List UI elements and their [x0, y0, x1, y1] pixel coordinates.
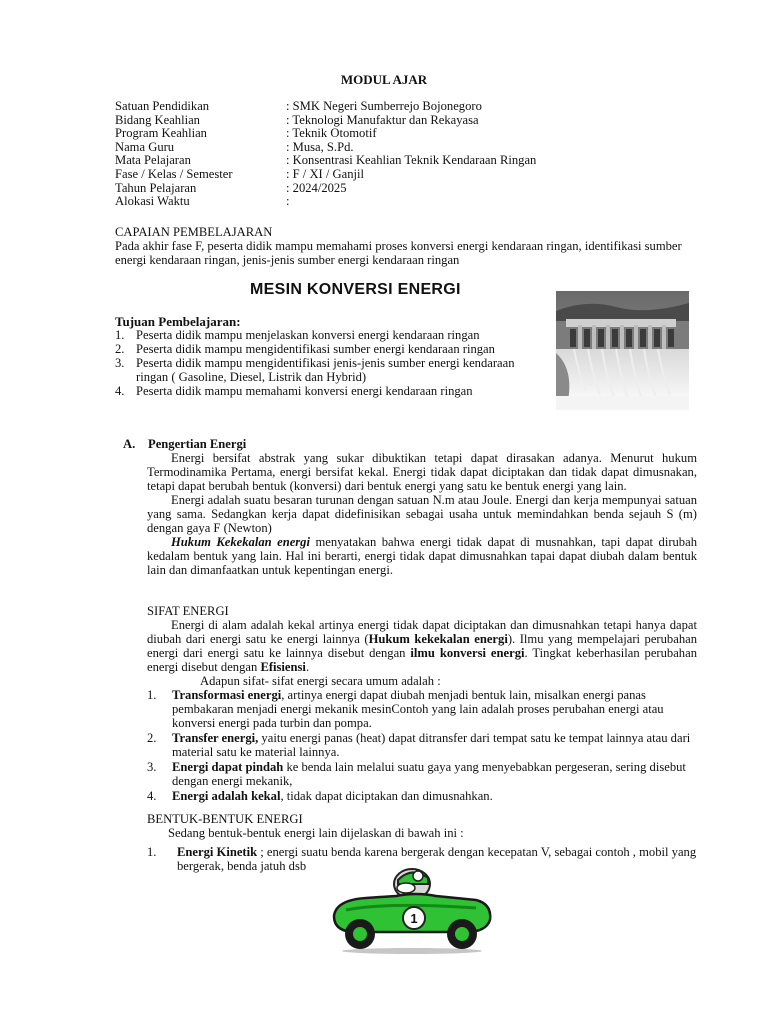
section-a-body: [147, 451, 697, 577]
capaian-heading: CAPAIAN PEMBELAJARAN: [115, 225, 273, 239]
list-item: [115, 384, 535, 398]
list-text: Peserta didik mampu menjelaskan konversi energi kendaraan ringan: [136, 328, 480, 342]
meta-label: Mata Pelajaran: [115, 153, 191, 168]
paragraph-text: ). Ilmu yang mempelajari perubahan energi dari energi satu ke lainnya disebut dengan: [147, 632, 697, 660]
meta-row: [115, 141, 675, 155]
tujuan-heading: Tujuan Pembelajaran:: [115, 314, 241, 329]
meta-label: Satuan Pendidikan: [115, 99, 210, 113]
bold-text: Transfer energi,: [172, 731, 259, 745]
bold-text: Energi Kinetik: [177, 845, 258, 859]
paragraph-text: Energi di alam adalah kekal artinya energi tidak dapat diciptakan dan dimusnahkan tetapi hanya dapat diubah dari energi satu ke energi lainnya (: [147, 618, 697, 646]
list-item: [147, 789, 697, 803]
sifat-intro: Adapun sifat- sifat energi secara umum adalah :: [200, 674, 441, 688]
meta-row: [115, 195, 675, 209]
list-item: [115, 342, 516, 356]
list-number: 2.: [115, 342, 125, 356]
list-item: [115, 356, 516, 384]
meta-label: Fase / Kelas / Semester: [115, 166, 233, 181]
list-text: Peserta didik mampu mengidentifikasi jenis-jenis sumber energi kendaraan ringan ( Gasoline, Diesel, Listrik dan Hybrid): [136, 356, 515, 384]
list-item: [115, 328, 535, 342]
list-number: 2.: [147, 731, 157, 745]
identity-table: [115, 100, 675, 209]
bold-text: Efisiensi: [260, 660, 306, 674]
paragraph-text: . Tingkat keberhasilan perubahan energi disebut dengan: [147, 646, 697, 674]
paragraph-text: menyatakan bahwa energi tidak dapat di musnahkan, tapi dapat dirubah kedalam bentuk yang lain. Hal ini berarti, energi tidak dapat dimusnahkan tapai dapat diubah dalam bentuk lain dan dimanfaatkan untuk kepentingan energi.: [147, 535, 697, 577]
bold-text: Hukum kekekalan energi: [368, 632, 508, 646]
list-text: , tidak dapat diciptakan dan dimusnahkan.: [280, 789, 493, 803]
capaian-text: Pada akhir fase F, peserta didik mampu memahami proses konversi energi kendaraan ringan, identifikasi sumber energi kendaraan ringan, jenis-jenis sumber energi kendaraan ringan: [115, 239, 682, 267]
meta-value: : Teknologi Manufaktur dan Rekayasa: [286, 112, 479, 127]
list-text: ; energi suatu benda karena bergerak dengan kecepatan V, sebagai contoh , mobil yang bergerak, benda jatuh dsb: [177, 845, 697, 873]
document-title: MODUL AJAR: [340, 72, 428, 87]
dam-photo: [556, 291, 689, 410]
list-text: Peserta didik mampu memahami konversi energi kendaraan ringan: [136, 384, 473, 398]
paragraph: Energi bersifat abstrak yang sukar dibuktikan tetapi dapat dirasakan adanya. Menurut hukum Termodinamika Pertama, energi bersifat kekal. Energi tidak dapat diciptakan dan tidak dapat dimusnakan, tetapi dapat berubah bentuk (konversi) dari bentuk energi yang satu ke bentuk energi yang lain.: [147, 451, 697, 493]
list-text: Peserta didik mampu mengidentifikasi sumber energi kendaraan ringan: [136, 342, 495, 356]
list-number: 3.: [115, 356, 125, 370]
emphasis-text: Hukum Kekekalan energi: [171, 535, 310, 549]
meta-value: : Musa, S.Pd.: [286, 139, 354, 154]
list-item: [147, 760, 697, 788]
bold-text: Energi dapat pindah: [172, 760, 284, 774]
sifat-heading: SIFAT ENERGI: [147, 604, 229, 618]
list-text: yaitu energi panas (heat) dapat ditransfer dari tempat satu ke tempat lainnya atau dari material satu ke material lainnya.: [172, 731, 691, 759]
race-car-illustration: [326, 866, 496, 954]
list-number: 4.: [147, 789, 157, 803]
meta-row: [115, 168, 675, 182]
meta-row: [115, 154, 675, 168]
list-text: ke benda lain melalui suatu gaya yang menyebabkan pergeseran, sering disebut dengan energi mekanik,: [172, 760, 686, 788]
bentuk-heading: BENTUK-BENTUK ENERGI: [147, 812, 303, 826]
meta-value: : F / XI / Ganjil: [286, 166, 365, 181]
section-a-heading: [123, 437, 246, 452]
meta-label: Nama Guru: [115, 139, 175, 154]
meta-label: Alokasi Waktu: [115, 194, 190, 209]
list-text: , artinya energi dapat diubah menjadi bentuk lain, misalkan energi panas pembakaran menjadi energi mekanik mesinContoh yang lain adalah proses perubahan energi atau konversi energi pada turbin dan pompa.: [172, 688, 664, 730]
paragraph: [147, 535, 697, 577]
meta-value: :: [286, 194, 290, 209]
meta-row: [115, 100, 675, 114]
list-number: 1.: [147, 845, 157, 859]
meta-label: Program Keahlian: [115, 126, 207, 141]
meta-value: : SMK Negeri Sumberrejo Bojonegoro: [286, 99, 482, 113]
list-item: [147, 688, 697, 730]
list-number: 1.: [115, 328, 125, 342]
section-number: A.: [123, 437, 136, 451]
meta-row: [115, 114, 675, 128]
paragraph-text: .: [305, 660, 310, 674]
meta-row: [115, 182, 675, 196]
car-number: 1: [410, 911, 418, 926]
meta-label: Tahun Pelajaran: [115, 180, 197, 195]
paragraph: [147, 618, 697, 674]
meta-value: : 2024/2025: [286, 180, 347, 195]
meta-value: : Konsentrasi Keahlian Teknik Kendaraan Ringan: [286, 153, 537, 168]
paragraph: Energi adalah suatu besaran turunan dengan satuan N.m atau Joule. Energi dan kerja mempunyai satuan yang sama. Sedangkan kerja dapat didefinisikan sebagai usaha untuk memindahkan benda sejauh S (m) dengan gaya F (Newton): [147, 493, 697, 535]
bold-text: ilmu konversi energi: [410, 646, 525, 660]
sifat-body: [147, 618, 697, 674]
main-title: MESIN KONVERSI ENERGI: [250, 281, 461, 298]
bentuk-intro: Sedang bentuk-bentuk energi lain dijelaskan di bawah ini :: [168, 826, 464, 840]
meta-row: [115, 127, 675, 141]
meta-label: Bidang Keahlian: [115, 112, 200, 127]
list-number: 1.: [147, 688, 157, 702]
bold-text: Transformasi energi: [172, 688, 282, 702]
list-number: 3.: [147, 760, 157, 774]
tujuan-list: [115, 328, 535, 398]
meta-value: : Teknik Otomotif: [286, 126, 377, 141]
list-number: 4.: [115, 384, 125, 398]
bold-text: Energi adalah kekal: [172, 789, 281, 803]
sifat-list: [147, 688, 697, 803]
list-item: [147, 731, 697, 759]
section-title: Pengertian Energi: [148, 437, 247, 451]
